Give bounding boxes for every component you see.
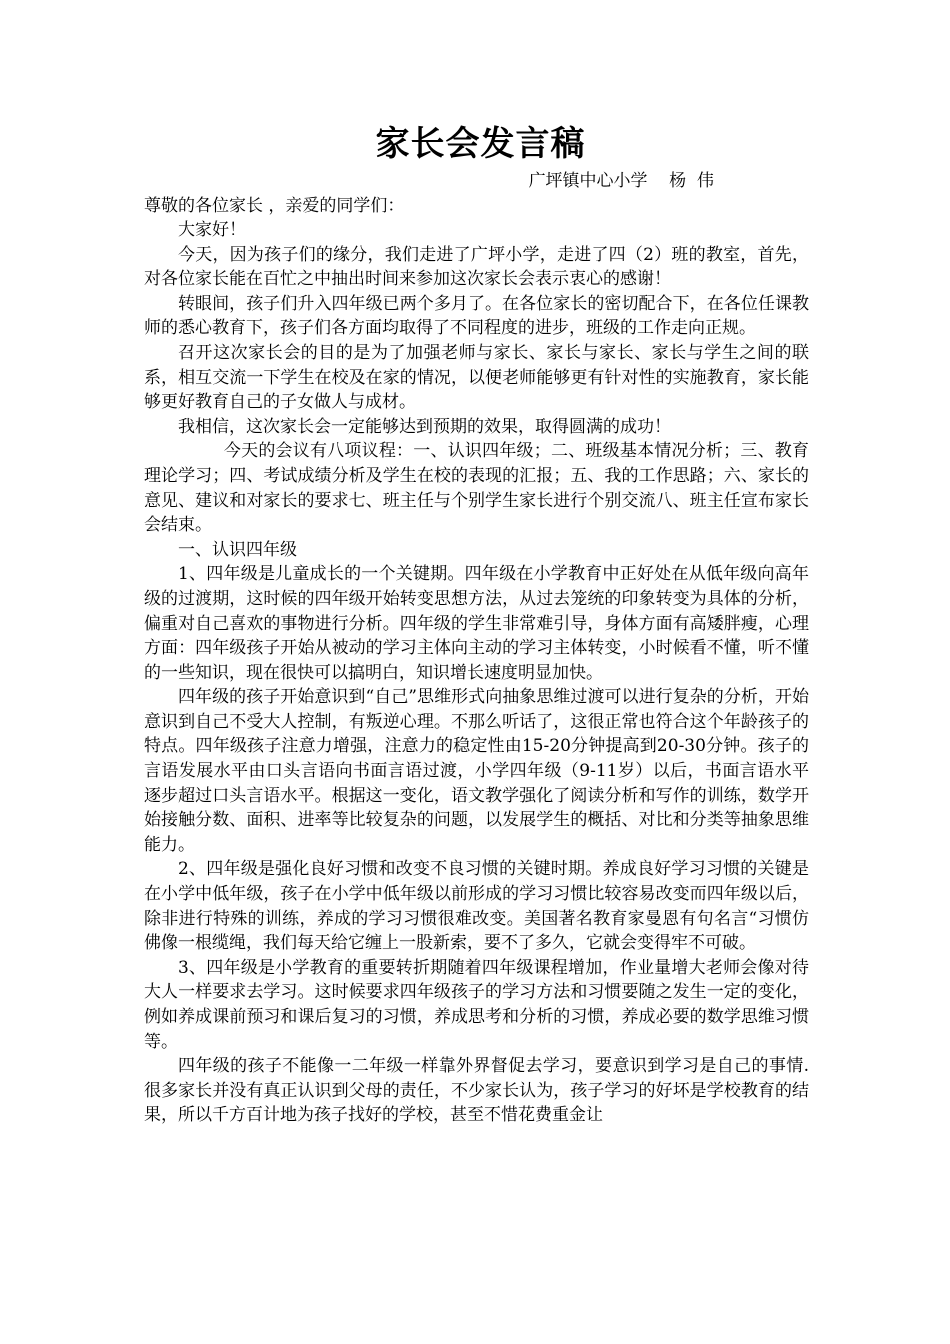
- document-title: 家长会发言稿: [375, 124, 586, 164]
- paragraph-progress: 转眼间，孩子们升入四年级已两个多月了。在各位家长的密切配合下，在各位任课教师的悉心教育下，孩子们各方面均取得了不同程度的进步，班级的工作走向正规。: [144, 293, 809, 339]
- author-line: 广坪镇中心小学 杨 伟: [528, 171, 714, 191]
- paragraph-belief: 我相信，这次家长会一定能够达到预期的效果，取得圆满的成功！: [178, 416, 671, 437]
- salutation: 尊敬的各位家长 ，亲爱的同学们：: [144, 196, 405, 216]
- document-page: [144, 120, 809, 1128]
- paragraph-point-1: 1、四年级是儿童成长的一个关键期。四年级在小学教育中正好处在从低年级向高年级的过渡期，这时候的四年级开始转变思想方法，从过去笼统的印象转变为具体的分析，偏重对自己喜欢的事物进行分析。四年级的学生非常难引导，身体方面有高矮胖瘦，心理方面：四年级孩子开始从被动的学习主体向主动的学习主体转变，小时候看不懂，听不懂的一些知识，现在很快可以搞明白，知识增长速度明显加快。: [144, 564, 809, 683]
- paragraph-point-3: 3、四年级是小学教育的重要转折期随着四年级课程增加，作业量增大老师会像对待大人一样要求去学习。这时候要求四年级孩子的学习方法和习惯要随之发生一定的变化，例如养成课前预习和课后复习的习惯，养成思考和分析的习惯，养成必要的数学思维习惯等。: [144, 957, 809, 1052]
- paragraph-thinking: 四年级的孩子开始意识到“自己”思维形式向抽象思维过渡可以进行复杂的分析，开始意识到自己不受大人控制，有叛逆心理。不那么听话了，这很正常也符合这个年龄孩子的特点。四年级孩子注意力增强，注意力的稳定性由15-20分钟提高到20-30分钟。孩子的言语发展水平由口头言语向书面言语过渡，小学四年级（9-11岁）以后，书面言语水平逐步超过口头言语水平。根据这一变化，语文教学强化了阅读分析和写作的训练，数学开始接触分数、面积、进率等比较复杂的问题，以发展学生的概括、对比和分类等抽象思维能力。: [144, 687, 809, 855]
- paragraph-hello: 大家好！: [178, 220, 246, 240]
- paragraph-point-2: 2、四年级是强化良好习惯和改变不良习惯的关键时期。养成良好学习习惯的关键是在小学中低年级，孩子在小学中低年级以前形成的学习习惯比较容易改变而四年级以后，除非进行特殊的训练，养成的学习习惯很难改变。美国著名教育家曼恩有句名言“习惯仿佛像一根缆绳，我们每天给它缠上一股新索，要不了多久，它就会变得牢不可破。: [144, 859, 809, 954]
- paragraph-welcome: 今天，因为孩子们的缘分，我们走进了广坪小学，走进了四（2）班的教室，首先，对各位家长能在百忙之中抽出时间来参加这次家长会表示衷心的感谢！: [144, 244, 809, 290]
- section-heading: 一、认识四年级: [178, 539, 297, 560]
- paragraph-self-study: 四年级的孩子不能像一二年级一样靠外界督促去学习，要意识到学习是自己的事情. 很多家长并没有真正认识到父母的责任，不少家长认为，孩子学习的好坏是学校教育的结果，所以千方百计地为孩子找好的学校，甚至不惜花费重金让: [144, 1056, 809, 1126]
- paragraph-purpose: 召开这次家长会的目的是为了加强老师与家长、家长与家长、家长与学生之间的联系，相互交流一下学生在校及在家的情况，以便老师能够更有针对性的实施教育，家长能够更好教育自己的子女做人与成材。: [144, 342, 809, 413]
- paragraph-agenda: 今天的会议有八项议程：一、认识四年级；二、班级基本情况分析；三、教育理论学习；四、考试成绩分析及学生在校的表现的汇报；五、我的工作思路；六、家长的意见、建议和对家长的要求七、班主任与个别学生家长进行个别交流八、班主任宣布家长会结束。: [144, 441, 809, 536]
